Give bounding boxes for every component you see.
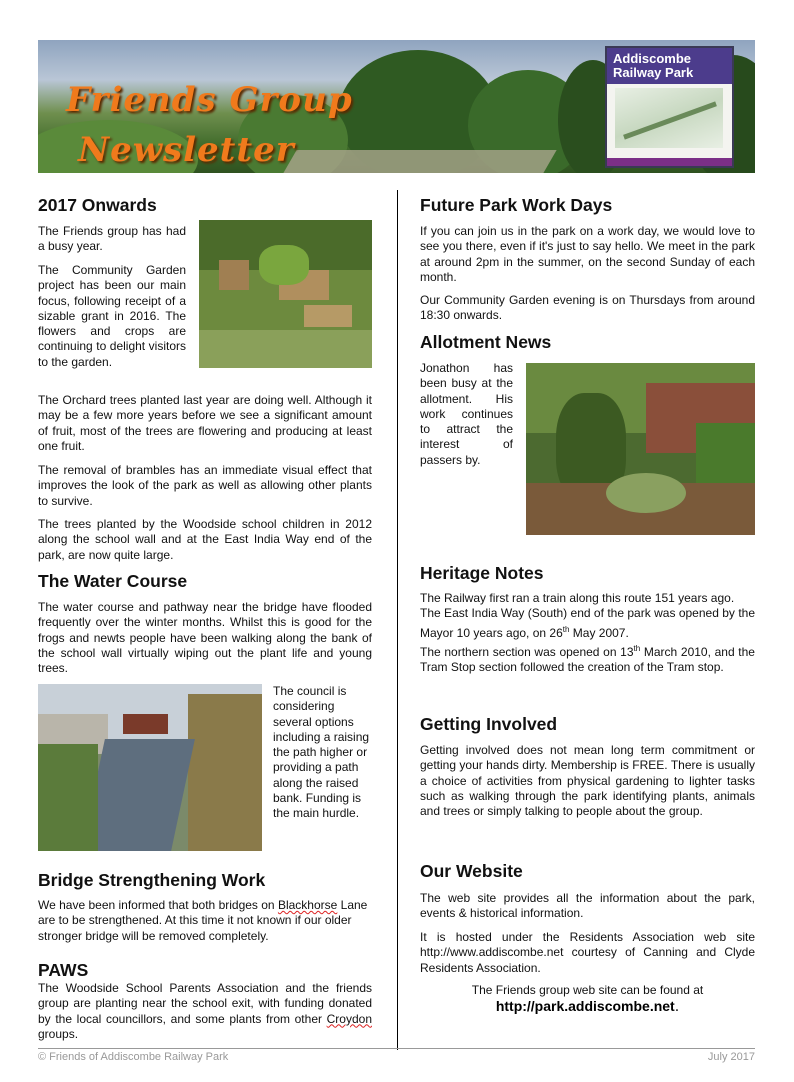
website-url-line: http://park.addiscombe.net. — [495, 998, 680, 1015]
heading-bridge-strengthening: Bridge Strengthening Work — [38, 870, 266, 890]
website-url-link[interactable]: http://park.addiscombe.net — [495, 998, 675, 1014]
paragraph-garden-evening: Our Community Garden evening is on Thursdays from around 18:30 onwards. — [420, 293, 755, 323]
paragraph-busy-year: The Friends group has had a busy year. — [38, 224, 186, 254]
heading-paws: PAWS — [38, 960, 89, 980]
paragraph-website-info: The web site provides all the information about the park, events & historical information. — [420, 891, 755, 921]
heading-allotment-news: Allotment News — [420, 332, 552, 352]
newsletter-banner — [38, 40, 755, 173]
sign-text-line2: Railway Park — [613, 65, 694, 80]
paragraph-brambles: The removal of brambles has an immediate visual effect that improves the look of the park as well as allowing other plants to survive. — [38, 463, 372, 508]
sign-text-line1: Addiscombe — [613, 51, 692, 66]
paragraph-orchard: The Orchard trees planted last year are doing well. Although it may be a few more years before we see a significant amount of fruit, most of the trees are flowering and producing at least one fruit. — [38, 393, 372, 453]
paragraph-water-course: The water course and pathway near the bridge have flooded frequently over the winter months. Whilst this is good for the frogs and newts people have been walking along the bank of the school wall virtually wiping out the plant life and young trees. — [38, 600, 372, 676]
paragraph-website-hosting: It is hosted under the Residents Association web site http://www.addiscombe.net courtesy of Canning and Clyde Residents Association. — [420, 930, 755, 975]
paragraph-paws: The Woodside School Parents Association and the friends group are planting near the school exit, with funding donated by the local councillors, and some plants from other Croydon groups. — [38, 981, 372, 1041]
paragraph-work-days: If you can join us in the park on a work day, we would love to see you there, even if it's just to say hello. We meet in the park at around 2pm in the summer, on the second Sunday of each month. — [420, 224, 755, 284]
heritage-line-east-india: The East India Way (South) end of the park was opened by the Mayor 10 years ago, on 26th May 2007. — [420, 606, 755, 640]
park-sign-image — [605, 46, 734, 168]
heritage-line-northern: The northern section was opened on 13th March 2010, and the Tram Stop section followed the creation of the Tram stop. — [420, 643, 755, 675]
column-divider — [397, 190, 398, 1050]
heading-heritage-notes: Heritage Notes — [420, 563, 544, 583]
banner-title-line1: Friends Group — [66, 80, 353, 120]
footer-copyright: © Friends of Addiscombe Railway Park — [38, 1051, 229, 1063]
paragraph-bridge: We have been informed that both bridges on Blackhorse Lane are to be strengthened. At this time it not known if our older stronger bridge will be removed completely. — [38, 898, 368, 943]
footer-date: July 2017 — [707, 1051, 755, 1063]
sign-map — [615, 88, 723, 148]
water-course-photo — [38, 684, 262, 851]
heading-getting-involved: Getting Involved — [420, 714, 558, 734]
paragraph-woodside-trees: The trees planted by the Woodside school children in 2012 along the school wall and at the East India Way end of the park, are now quite large. — [38, 517, 372, 562]
paragraph-website-found: The Friends group web site can be found at — [471, 983, 704, 997]
paragraph-allotment: Jonathon has been busy at the allotment. His work continues to attract the interest of passers by. — [420, 361, 513, 467]
paragraph-community-garden: The Community Garden project has been our main focus, following receipt of a sizable grant in 2016. The flowers and crops are continuing to delight visitors to the garden. — [38, 263, 186, 369]
footer — [38, 1048, 755, 1063]
banner-title-line2: Newsletter — [78, 130, 295, 170]
paragraph-council-options: The council is considering several options including a raising the path higher or providing a path along the raised bank. Funding is the main hurdle. — [273, 684, 370, 821]
left-column — [38, 194, 372, 216]
allotment-photo — [526, 363, 755, 535]
heading-water-course: The Water Course — [38, 571, 188, 591]
heritage-notes-text — [420, 591, 755, 675]
paragraph-getting-involved: Getting involved does not mean long term commitment or getting your hands dirty. Membership is FREE. There is usually a choice of activities from physical gardening to lighter tasks such as walking through the park identifying plants, animals and trees or simply talking to people about the group. — [420, 743, 755, 819]
heading-2017-onwards: 2017 Onwards — [38, 195, 157, 215]
heritage-line-railway: The Railway first ran a train along this route 151 years ago. — [420, 591, 735, 605]
heading-our-website: Our Website — [420, 861, 523, 881]
heading-future-work-days: Future Park Work Days — [420, 195, 613, 215]
community-garden-photo — [199, 220, 372, 368]
